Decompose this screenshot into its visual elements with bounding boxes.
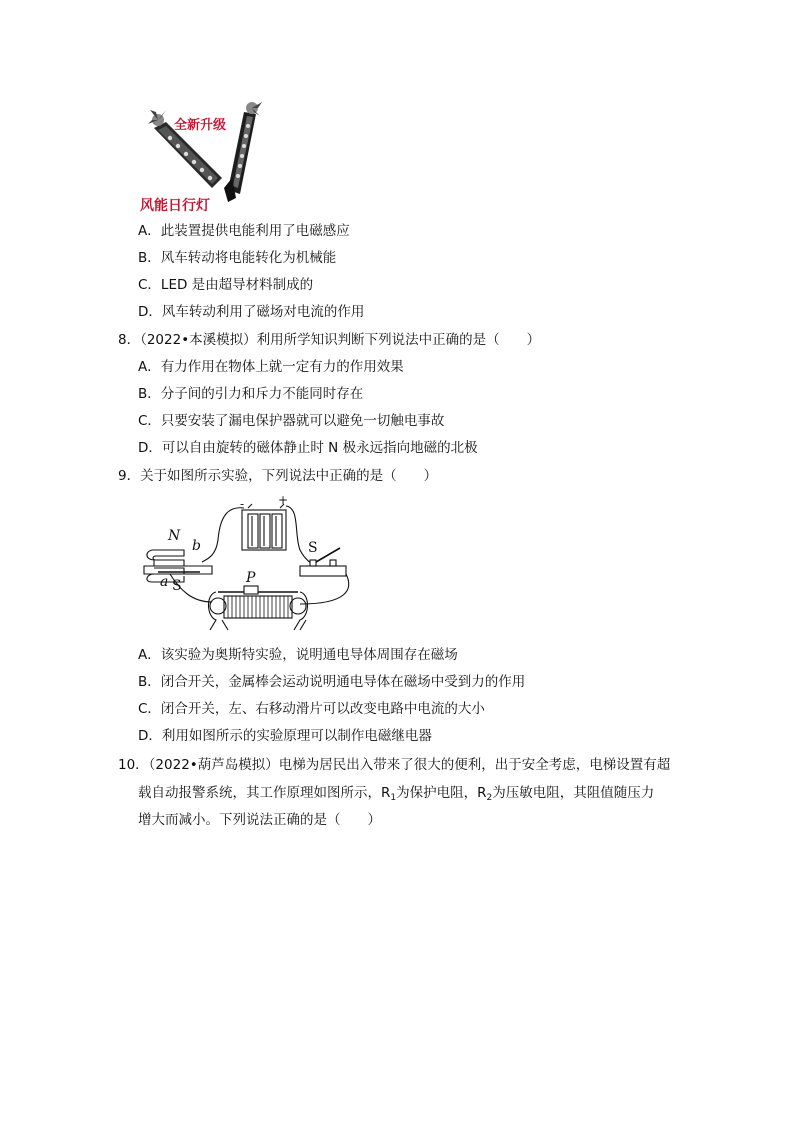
q8-option-c: C．只要安装了漏电保护器就可以避免一切触电事故 (138, 413, 445, 429)
q9-option-d: D．利用如图所示的实验原理可以制作电磁继电器 (138, 728, 432, 744)
label-switch-s: S (308, 540, 318, 556)
label-n-pole: N (168, 528, 181, 544)
q7-option-b: B．风车转动将电能转化为机械能 (138, 250, 337, 266)
q8-option-a: A．有力作用在物体上就一定有力的作用效果 (138, 359, 404, 375)
q10-stem-line3: 增大而减小。下列说法正确的是（ ） (138, 812, 381, 828)
q8-stem: 8．（2022•本溪模拟）利用所学知识判断下列说法中正确的是（ ） (118, 332, 541, 348)
label-p: P (246, 570, 256, 586)
label-a: a (160, 574, 169, 590)
q8-option-b: B．分子间的引力和斥力不能同时存在 (138, 386, 364, 402)
q7-option-d: D．风车转动利用了磁场对电流的作用 (138, 304, 365, 320)
q10-line2-part3: 为压敏电阻，其阻值随压力 (492, 785, 655, 801)
r2-subscript: 2 (486, 793, 493, 803)
label-s-pole: S (172, 578, 182, 594)
badge-product-name: 风能日行灯 (140, 198, 210, 214)
q7-option-a: A．此装置提供电能利用了电磁感应 (138, 223, 350, 239)
circuit-diagram (140, 494, 360, 634)
right-light-bar (224, 100, 262, 202)
q9-stem: 9．关于如图所示实验，下列说法中正确的是（ ） (118, 468, 438, 484)
badge-upgrade: 全新升级 (174, 118, 227, 133)
q10-stem-line2 (138, 783, 654, 805)
r1-subscript: 1 (390, 793, 397, 803)
label-minus: - (240, 497, 245, 511)
q9-option-b: B．闭合开关，金属棒会运动说明通电导体在磁场中受到力的作用 (138, 674, 526, 690)
q9-option-a: A．该实验为奥斯特实验，说明通电导体周围存在磁场 (138, 647, 458, 663)
label-plus: + (278, 494, 289, 507)
figure-wind-lights (140, 98, 270, 214)
q9-option-c: C．闭合开关，左、右移动滑片可以改变电路中电流的大小 (138, 701, 485, 717)
q8-option-d: D．可以自由旋转的磁体静止时 N 极永远指向地磁的北极 (138, 440, 478, 456)
q10-line2-part1: 载自动报警系统，其工作原理如图所示，R (138, 785, 391, 801)
q7-option-c: C．LED 是由超导材料制成的 (138, 277, 314, 293)
label-b: b (192, 538, 201, 554)
figure-circuit-experiment (140, 494, 360, 634)
q10-stem-line1: 10．（2022•葫芦岛模拟）电梯为居民出入带来了很大的便利，出于安全考虑，电梯设置有超 (118, 757, 671, 773)
q10-line2-part2: 为保护电阻，R (396, 785, 487, 801)
